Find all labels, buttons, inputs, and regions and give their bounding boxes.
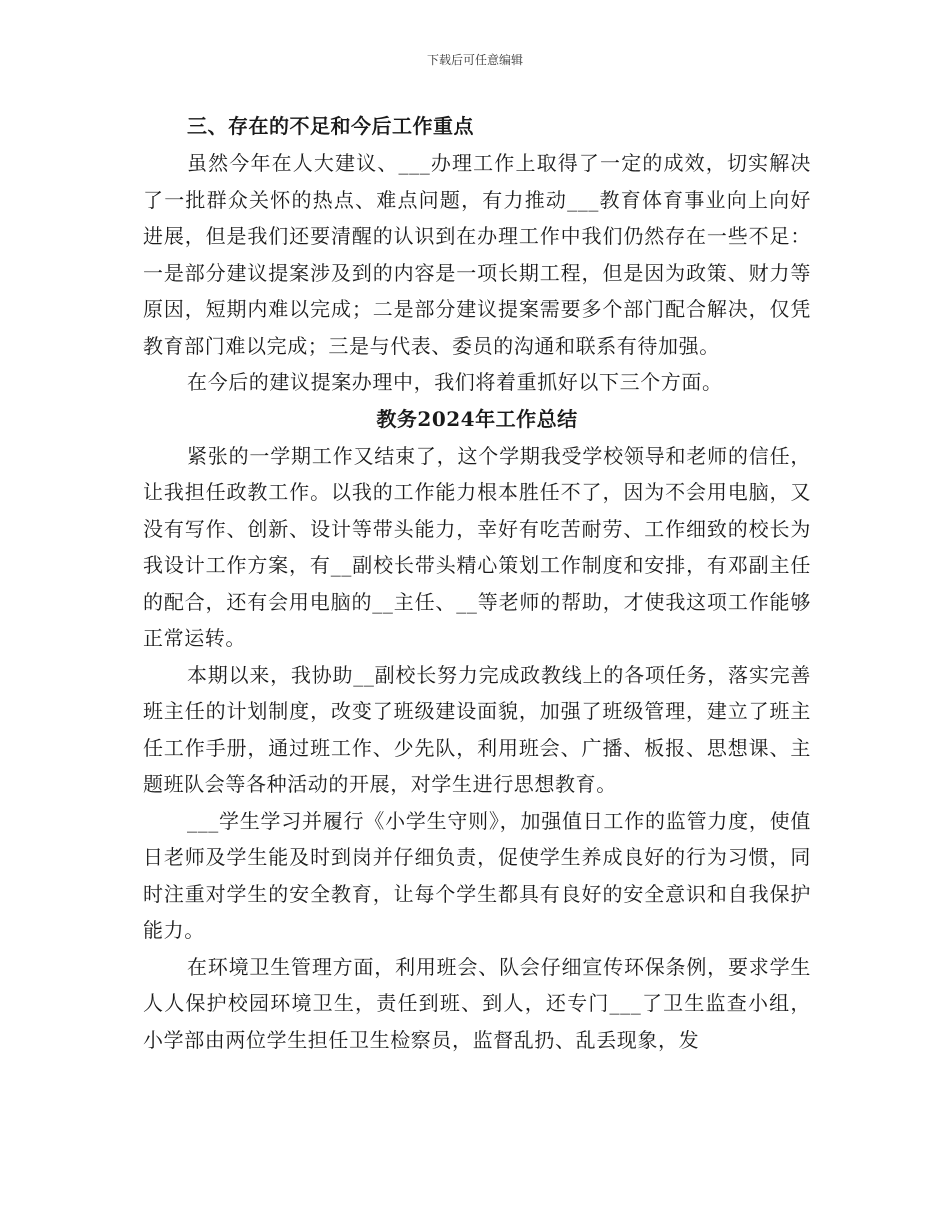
paragraph: 本期以来，我协助__副校长努力完成政教线上的各项任务，落实完善班主任的计划制度，改变了班级建设面貌，加强了班级管理，建立了班主任工作手册，通过班工作、少先队，利用班会、广播、板报、思想课、主题班队会等各种活动的开展，对学生进行思想教育。 (143, 662, 811, 796)
page-header: 下载后可任意编辑 (426, 53, 523, 67)
paragraph: 虽然今年在人大建议、___办理工作上取得了一定的成效，切实解决了一批群众关怀的热点、难点问题，有力推动___教育体育事业向上向好进展，但是我们还要清醒的认识到在办理工作中我们仍然存在一些不足：一是部分建议提案涉及到的内容是一项长期工程，但是因为政策、财力等原因，短期内难以完成；二是部分建议提案需要多个部门配合解决，仅凭教育部门难以完成；三是与代表、委员的沟通和联系有待加强。 (143, 151, 811, 358)
paragraph: 在今后的建议提案办理中，我们将着重抓好以下三个方面。 (187, 370, 723, 394)
document-title: 教务2024年工作总结 (376, 406, 578, 431)
paragraph: 紧张的一学期工作又结束了，这个学期我受学校领导和老师的信任，让我担任政教工作。以我的工作能力根本胜任不了，因为不会用电脑，又没有写作、创新、设计等带头能力，幸好有吃苦耐劳、工作细致的校长为我设计工作方案，有__副校长带头精心策划工作制度和安排，有邓副主任的配合，还有会用电脑的__主任、__等老师的帮助，才使我这项工作能够正常运转。 (143, 443, 811, 650)
document-body (143, 108, 811, 1058)
section-heading: 三、存在的不足和今后工作重点 (187, 114, 474, 138)
paragraph: 在环境卫生管理方面，利用班会、队会仔细宣传环保条例，要求学生人人保护校园环境卫生，责任到班、到人，还专门___了卫生监查小组，小学部由两位学生担任卫生检察员，监督乱扔、乱丢现象，发 (143, 954, 811, 1052)
paragraph: ___学生学习并履行《小学生守则》，加强值日工作的监管力度，使值日老师及学生能及时到岗并仔细负责，促使学生养成良好的行为习惯，同时注重对学生的安全教育，让每个学生都具有良好的安全意识和自我保护能力。 (143, 808, 811, 942)
